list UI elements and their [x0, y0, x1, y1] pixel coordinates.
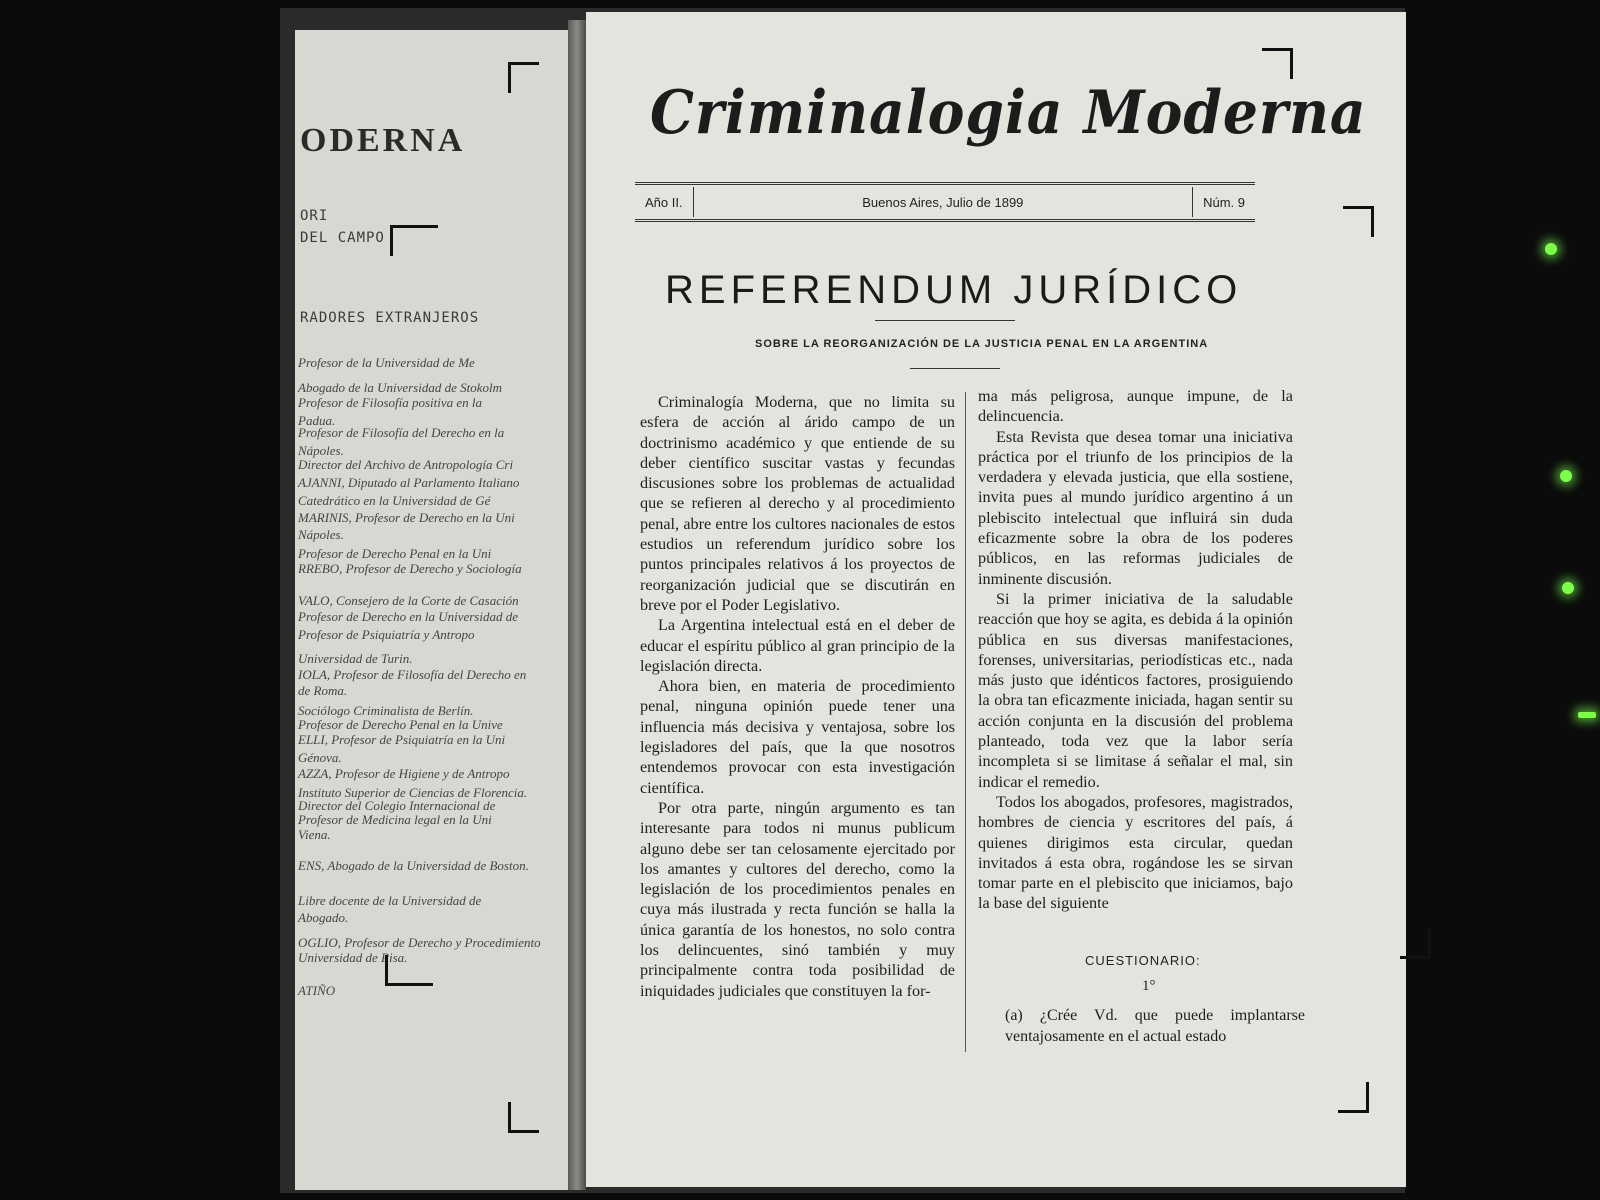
- left-page-line: Nápoles.: [298, 443, 344, 458]
- left-page-line: OGLIO, Profesor de Derecho y Procedimiento: [298, 935, 541, 950]
- left-page-line: Universidad de Pisa.: [298, 950, 408, 965]
- left-page-line: Libre docente de la Universidad de: [298, 893, 482, 908]
- paragraph: Si la primer iniciativa de la saludable reacción que hoy se agita, es debida á la opinión pública en sus diversas manifestaciones, forenses, universitarias, periodísticas etc., nada más justo que idénticos factores, prosiguiendo la obra tan eficazmente iniciada, hagan sentir su acción conjunta en la discusión del problema planteado, toda vez que la labor sería incompleta si se limitase á señalar el mal, sin indicar el remedio.: [978, 589, 1293, 791]
- left-page-line: Instituto Superior de Ciencias de Florencia.: [298, 785, 528, 800]
- questionnaire-heading: CUESTIONARIO:: [1085, 953, 1201, 968]
- left-page-line: Profesor de la Universidad de Me: [298, 355, 475, 370]
- status-led: [1578, 712, 1596, 718]
- left-page-line: MARINIS, Profesor de Derecho en la Uni: [298, 510, 515, 525]
- paragraph: La Argentina intelectual está en el deber de educar el espíritu público al gran principio de la legislación directa.: [640, 616, 955, 675]
- left-page-title: ODERNA: [300, 122, 466, 159]
- title-rule: [875, 320, 1015, 321]
- question-a: (a) ¿Crée Vd. que puede implantarse ventajosamente en el actual estado: [1005, 1007, 1305, 1045]
- left-page-line: Profesor de Derecho en la Universidad de: [298, 609, 518, 624]
- article-title: REFERENDUM JURÍDICO: [665, 268, 1243, 312]
- left-page-line: Padua.: [298, 413, 336, 428]
- left-page-line: Director del Archivo de Antropología Cri: [298, 457, 514, 472]
- left-page-line: VALO, Consejero de la Corte de Casación: [298, 593, 519, 608]
- left-page-line: Profesor de Derecho Penal en la Unive: [298, 717, 503, 732]
- crop-mark: [1400, 928, 1431, 959]
- left-page-line: de Roma.: [298, 683, 348, 698]
- questionnaire-number: 1°: [1142, 978, 1156, 994]
- crop-mark: [1262, 48, 1293, 79]
- issue-bar: [635, 182, 1255, 222]
- paragraph: Todos los abogados, profesores, magistrados, hombres de ciencia y escritores del país, á quienes dirigimos esta circular, quedan invitados á esta obra, rogándose les se sirvan tomar parte en el plebiscito que iniciamos, bajo la base del siguiente: [978, 792, 1293, 913]
- left-page-line: IOLA, Profesor de Filosofía del Derecho en: [298, 667, 527, 682]
- left-page-line: Profesor de Filosofía positiva en la: [298, 395, 483, 410]
- crop-mark: [1343, 206, 1374, 237]
- left-page-line: Profesor de Filosofía del Derecho en la: [298, 425, 505, 440]
- article-column-1: [640, 392, 955, 1001]
- left-page-line: Catedrático en la Universidad de Gé: [298, 493, 491, 508]
- left-page-line: ELLI, Profesor de Psiquiatría en la Uni: [298, 732, 506, 747]
- masthead: Criminalogia Moderna: [650, 78, 1367, 148]
- article-subtitle: SOBRE LA REORGANIZACIÓN DE LA JUSTICIA PENAL EN LA ARGENTINA: [755, 338, 1209, 350]
- article-column-2: [978, 386, 1293, 914]
- left-page-line: ATIÑO: [298, 983, 336, 998]
- crop-mark: [508, 62, 539, 93]
- status-led: [1545, 243, 1557, 255]
- paragraph: Criminalogía Moderna, que no limita su esfera de acción al árido campo de un doctrinismo académico y que entiende de su deber científico suscitar vastas y fecundas discusiones sobre los problemas de actualidad que se refieren al derecho y al procedimiento penal, abre entre los cultores nacionales de estos estudios un referendum jurídico sobre los puntos principales relativos á los proyectos de reorganización judicial que se discutirán en breve por el Poder Legislativo.: [640, 393, 955, 614]
- crop-mark: [390, 225, 438, 256]
- left-page: [295, 30, 575, 1190]
- paragraph: Por otra parte, ningún argumento es tan interesante para todos ni munus publicum alguno debe ser tan celosamente ejercitado por los amantes y cultores del derecho, como la legislación de los procedimientos penales en cuya más ilustrada y recta función se halla la única garantía de los honestos, no solo contra los delincuentes, sinó también y muy principalmente contra toda posibilidad de iniquidades judiciales que constituyen la for-: [640, 798, 955, 1000]
- left-page-section-head: RADORES EXTRANJEROS: [300, 310, 480, 326]
- left-page-line: Abogado.: [298, 910, 349, 925]
- left-page-line: Nápoles.: [298, 527, 344, 542]
- issue-number: Núm. 9: [1203, 194, 1245, 210]
- page-gutter: [568, 20, 586, 1190]
- left-page-line: Universidad de Turin.: [298, 651, 413, 666]
- column-rule: [965, 392, 966, 1052]
- left-page-line: AJANNI, Diputado al Parlamento Italiano: [298, 475, 520, 490]
- left-page-line: AZZA, Profesor de Higiene y de Antropo: [298, 766, 510, 781]
- left-page-line: Profesor de Psiquiatría y Antropo: [298, 627, 475, 642]
- crop-mark: [508, 1102, 539, 1133]
- left-page-line: RREBO, Profesor de Derecho y Sociología: [298, 561, 522, 576]
- crop-mark: [1338, 1082, 1369, 1113]
- status-led: [1560, 470, 1572, 482]
- left-page-line: DEL CAMPO: [300, 230, 385, 246]
- left-page-line: Abogado de la Universidad de Stokolm: [298, 380, 502, 395]
- left-page-line: Viena.: [298, 827, 331, 842]
- left-page-line: Profesor de Derecho Penal en la Uni: [298, 546, 492, 561]
- subtitle-rule: [910, 368, 1000, 369]
- paragraph: Esta Revista que desea tomar una iniciativa práctica por el triunfo de los principios de la verdadera y elevada justicia, que ella sostiene, invita pues al mundo jurídico argentino á un plebiscito intelectual que influirá sin duda eficazmente sobre la obra de los poderes públicos, en las reformas judiciales de inminente discusión.: [978, 427, 1293, 588]
- issue-year: Año II.: [645, 194, 683, 210]
- left-page-line: ENS, Abogado de la Universidad de Boston.: [298, 858, 529, 873]
- paragraph: Ahora bien, en materia de procedimiento penal, ninguna opinión puede tener una influencia más decisiva y ventajosa, sobre los legisladores del país, que la que nosotros entendemos provocar con esta investigación científica.: [640, 677, 955, 797]
- paragraph: ma más peligrosa, aunque impune, de la delincuencia.: [978, 387, 1293, 426]
- issue-place-date: Buenos Aires, Julio de 1899: [862, 194, 1024, 210]
- left-page-line: ORI: [300, 208, 329, 224]
- left-page-line: Génova.: [298, 750, 342, 765]
- left-page-line: Director del Colegio Internacional de: [298, 798, 496, 813]
- status-led: [1562, 582, 1574, 594]
- left-page-line: Profesor de Medicina legal en la Uni: [298, 812, 492, 827]
- left-page-line: Sociólogo Criminalista de Berlín.: [298, 703, 474, 718]
- crop-mark: [385, 955, 433, 986]
